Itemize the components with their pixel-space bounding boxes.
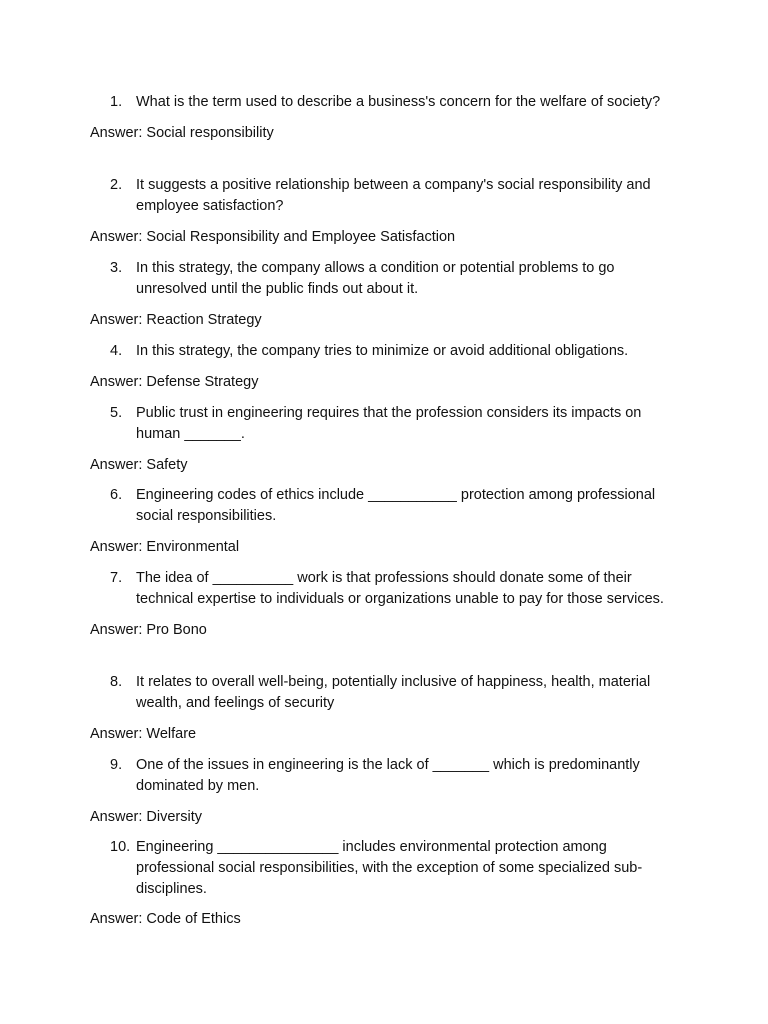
question (0, 258, 676, 300)
qa-item (0, 175, 768, 247)
question-number: 1. (110, 94, 123, 110)
qa-item (0, 672, 768, 744)
qa-item (0, 403, 768, 475)
answer: Answer: Pro Bono (90, 621, 207, 638)
question-number: 3. (110, 260, 123, 276)
question (0, 755, 676, 797)
question-text: It suggests a positive relationship between a company's social responsibility and employee satisfaction? (136, 177, 651, 214)
answer: Answer: Reaction Strategy (90, 311, 262, 328)
answer: Answer: Social Responsibility and Employee Satisfaction (90, 228, 456, 245)
answer: Answer: Defense Strategy (90, 373, 259, 390)
answer: Answer: Code of Ethics (90, 911, 241, 928)
question-text: The idea of __________ work is that professions should donate some of their technical expertise to individuals or organizations unable to pay for those services. (136, 570, 664, 607)
question (0, 672, 676, 714)
qa-item (0, 568, 768, 640)
question-text: It relates to overall well-being, potentially inclusive of happiness, health, material wealth, and feelings of security (136, 674, 651, 711)
answer: Answer: Social responsibility (90, 124, 274, 141)
question-number: 7. (110, 570, 123, 586)
question-number: 4. (110, 343, 123, 359)
question-number: 2. (110, 177, 123, 193)
question (0, 175, 676, 217)
question (0, 92, 676, 113)
question-text: In this strategy, the company tries to minimize or avoid additional obligations. (136, 343, 629, 359)
answer: Answer: Diversity (90, 808, 202, 825)
question (0, 485, 676, 527)
qa-item (0, 258, 768, 330)
answer: Answer: Environmental (90, 538, 240, 555)
answer: Answer: Safety (90, 456, 188, 473)
question-number: 9. (110, 757, 123, 773)
question (0, 837, 676, 899)
question-text: Engineering _______________ includes environmental protection among professional social responsibilities, with the exception of some specialized sub-disciplines. (136, 839, 643, 897)
question-text: One of the issues in engineering is the lack of _______ which is predominantly dominated by men. (136, 757, 640, 794)
question (0, 403, 676, 445)
question-text: Engineering codes of ethics include ___________ protection among professional social responsibilities. (136, 487, 656, 524)
question-number: 6. (110, 487, 123, 503)
qa-item (0, 485, 768, 557)
question-number: 5. (110, 405, 123, 421)
question (0, 568, 676, 610)
question-text: What is the term used to describe a business's concern for the welfare of society? (136, 94, 661, 110)
answer: Answer: Welfare (90, 725, 197, 742)
question (0, 341, 676, 362)
qa-item (0, 92, 768, 144)
question-number: 10. (110, 839, 131, 855)
question-text: In this strategy, the company allows a condition or potential problems to go unresolved until the public finds out about it. (136, 260, 615, 297)
question-number: 8. (110, 674, 123, 690)
qa-item (0, 837, 768, 930)
question-text: Public trust in engineering requires that the profession considers its impacts on human _______. (136, 405, 642, 442)
qa-item (0, 755, 768, 827)
qa-item (0, 341, 768, 393)
